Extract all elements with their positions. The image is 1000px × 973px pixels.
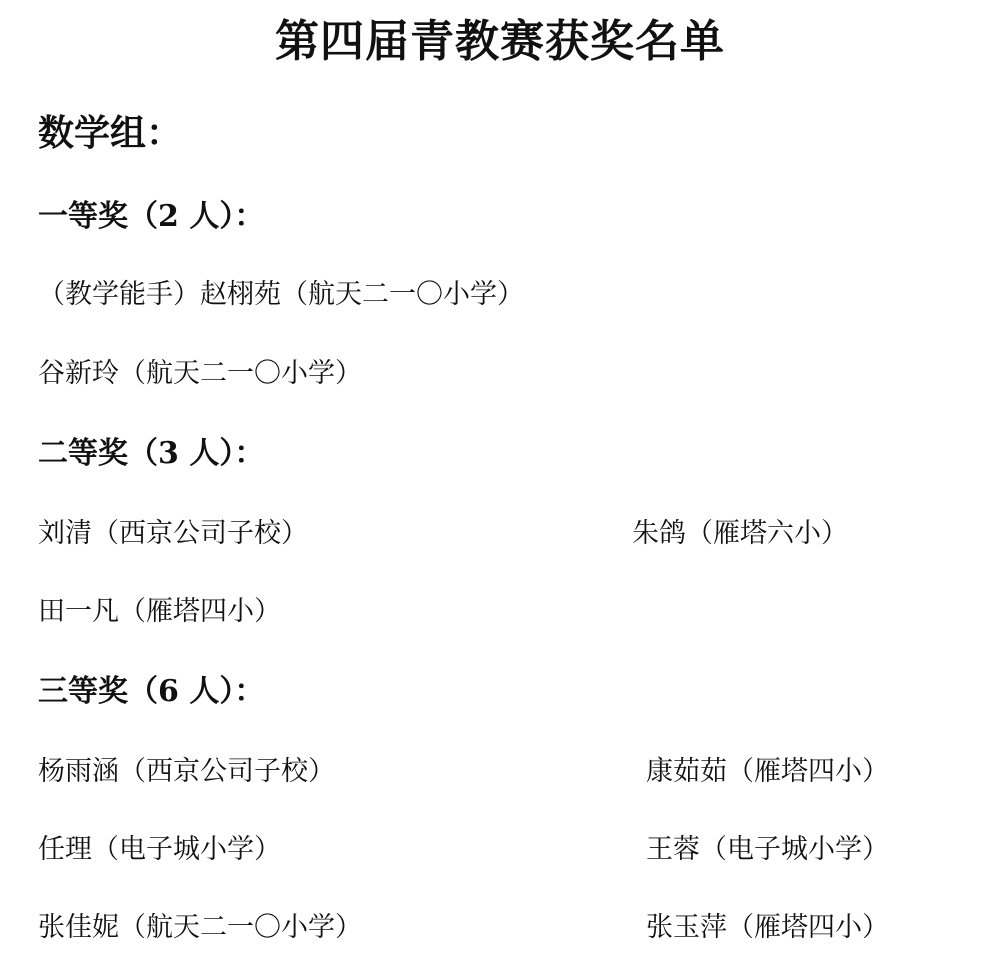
winner-entry: 任理（电子城小学）	[38, 834, 281, 865]
winner-entry: 王蓉（电子城小学）	[646, 834, 889, 865]
prize-heading-third: 三等奖（6 人）：	[38, 674, 265, 709]
prize-heading-first: 一等奖（2 人）：	[38, 199, 265, 234]
group-heading-math: 数学组：	[38, 112, 183, 154]
winner-entry: 谷新玲（航天二一〇小学）	[38, 358, 362, 389]
winner-entry: （教学能手）赵栩苑（航天二一〇小学）	[38, 279, 524, 310]
winner-entry: 康茹茹（雁塔四小）	[646, 756, 889, 787]
prize-heading-second: 二等奖（3 人）：	[38, 436, 265, 471]
document-title: 第四届青教赛获奖名单	[275, 16, 725, 67]
winner-entry: 刘清（西京公司子校）	[38, 518, 308, 549]
winner-entry: 朱鸽（雁塔六小）	[632, 518, 848, 549]
winner-entry: 杨雨涵（西京公司子校）	[38, 756, 335, 787]
winner-entry: 田一凡（雁塔四小）	[38, 596, 281, 627]
winner-entry: 张佳妮（航天二一〇小学）	[38, 912, 362, 943]
winner-entry: 张玉萍（雁塔四小）	[646, 912, 889, 943]
